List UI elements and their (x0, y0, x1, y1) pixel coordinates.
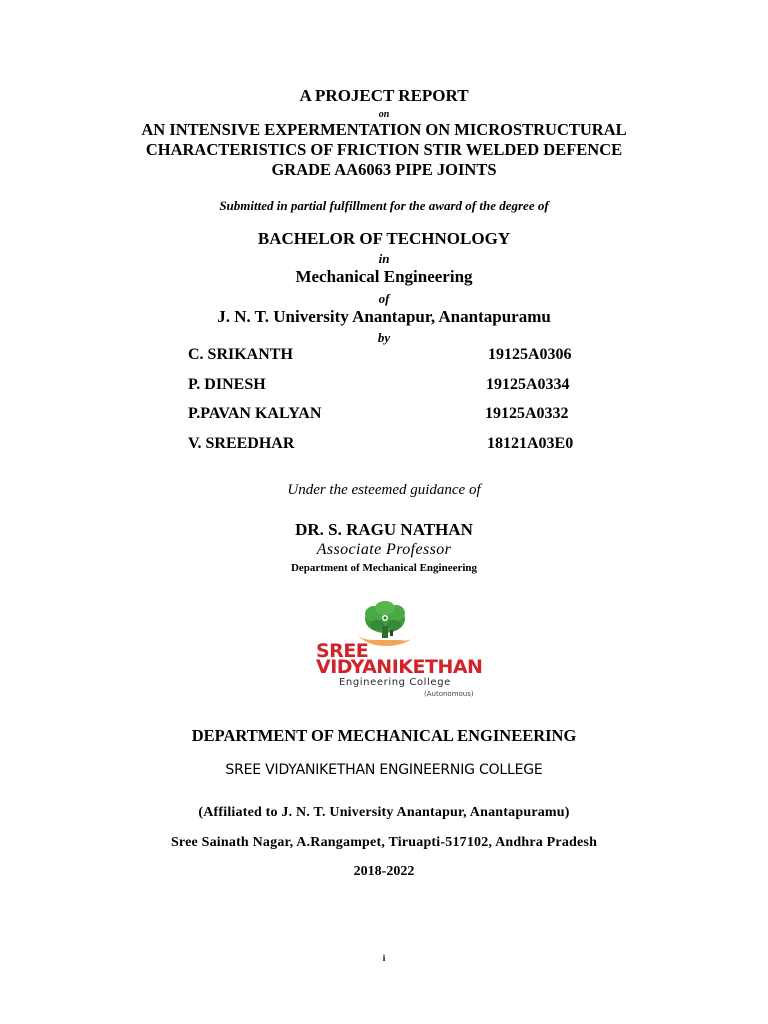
student-roll-number: 19125A0306 (488, 346, 572, 363)
logo-wordmark-line-1: SREE (316, 640, 369, 662)
guide-designation: Associate Professor (316, 541, 452, 558)
page-number: i (382, 953, 386, 963)
branch-name: Mechanical Engineering (295, 267, 473, 286)
student-name: P.PAVAN KALYAN (188, 405, 322, 422)
guide-name: DR. S. RAGU NATHAN (295, 520, 473, 539)
on-label: on (378, 109, 390, 120)
submitted-text: Submitted in partial fulfillment for the award of the degree of (219, 198, 549, 213)
title-line-2: CHARACTERISTICS OF FRICTION STIR WELDED DEFENCE (145, 140, 623, 159)
title-line-1: AN INTENSIVE EXPERMENTATION ON MICROSTRUCTURAL (141, 120, 627, 139)
of-label: of (378, 291, 390, 306)
logo-wordmark-line-2: VIDYANIKETHAN (316, 656, 483, 678)
in-label: in (378, 251, 390, 266)
college-logo (314, 600, 483, 700)
affiliation: (Affiliated to J. N. T. University Anantapur, Anantapuramu) (198, 805, 570, 820)
logo-autonomous: (Autonomous) (424, 690, 474, 698)
academic-years: 2018-2022 (353, 864, 415, 879)
by-label: by (377, 330, 391, 345)
student-roll-number: 18121A03E0 (487, 435, 574, 452)
university-name: J. N. T. University Anantapur, Anantapuramu (217, 307, 551, 326)
student-roll-number: 19125A0332 (485, 405, 569, 422)
guidance-intro: Under the esteemed guidance of (287, 482, 481, 498)
footer-department: DEPARTMENT OF MECHANICAL ENGINEERING (191, 726, 577, 745)
student-name: V. SREEDHAR (188, 435, 295, 452)
degree-title: BACHELOR OF TECHNOLOGY (257, 229, 511, 248)
report-heading: A PROJECT REPORT (299, 86, 469, 105)
address: Sree Sainath Nagar, A.Rangampet, Tiruapti-517102, Andhra Pradesh (170, 835, 598, 850)
title-line-3: GRADE AA6063 PIPE JOINTS (271, 160, 497, 179)
student-roll-number: 19125A0334 (486, 376, 570, 393)
guide-department: Department of Mechanical Engineering (290, 562, 478, 574)
student-name: C. SRIKANTH (188, 346, 293, 363)
college-name: SREE VIDYANIKETHAN ENGINEERNIG COLLEGE (225, 762, 543, 778)
student-name: P. DINESH (188, 376, 266, 393)
logo-subtitle: Engineering College (339, 677, 451, 688)
